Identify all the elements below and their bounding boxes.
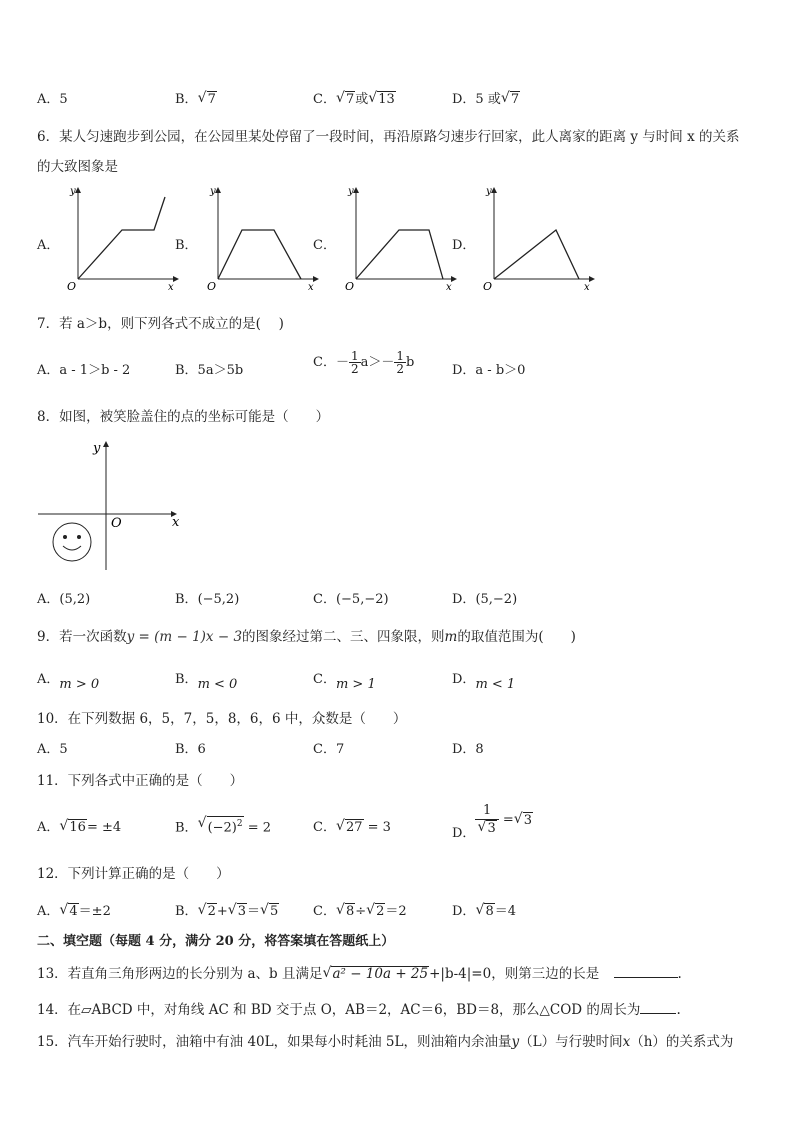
sqrt-icon: √ 7	[197, 90, 216, 107]
q8-stem: 8．如图，被笑脸盖住的点的坐标可能是（ ）	[37, 409, 330, 425]
sqrt-icon: √ 16	[59, 818, 86, 835]
origin-label: O	[345, 280, 355, 293]
q11-option-c[interactable]: C． √ 27 = 3	[313, 818, 391, 835]
sqrt-icon: √ 7	[500, 90, 520, 107]
q8-option-d[interactable]: D．(5,−2)	[452, 592, 518, 607]
q11-option-b[interactable]: B． √ $(-2)^2 = 2$	[175, 815, 272, 836]
y-label: y	[93, 441, 101, 456]
q12-option-c[interactable]: C． √ 8÷ √ 2＝2	[313, 902, 407, 919]
sqrt-icon: √ 5	[260, 902, 279, 919]
q8-option-b[interactable]: B．(−5,2)	[175, 592, 240, 607]
q9-option-d[interactable]: D．m < 1	[452, 672, 516, 692]
smiley-face-icon	[53, 523, 91, 561]
sqrt-icon: √ 8	[335, 902, 355, 919]
origin-label: O	[207, 280, 217, 293]
x-label: x	[446, 282, 452, 293]
q15-stem: 15．汽车开始行驶时，油箱中有油 40L，如果每小时耗油 5L，则油箱内余油量y（L）与行驶时间x（h）的关系式为	[37, 1034, 734, 1050]
q6-graph-d	[474, 182, 599, 294]
q8-coordinate-figure	[36, 436, 186, 574]
q12-option-a[interactable]: A． √ 4＝±2	[37, 902, 111, 919]
q7-stem: 7．若 a＞b，则下列各式不成立的是( )	[37, 316, 284, 332]
q6-option-c[interactable]: C．	[313, 238, 336, 253]
q6-stem-line1: 6．某人匀速跑步到公园，在公园里某处停留了一段时间，再沿原路匀速步行回家，此人离家的距离 y 与时间 x 的关系	[37, 129, 740, 145]
sqrt-icon: √ 2	[366, 902, 385, 919]
q6-graph-c	[336, 182, 461, 294]
fraction: 1 √ 3	[475, 803, 498, 837]
q9-option-c[interactable]: C．m > 1	[313, 672, 376, 692]
section-heading-fill-blank: 二、填空题（每题 4 分，满分 20 分，将答案填在答题纸上）	[37, 934, 395, 949]
q7-option-b[interactable]: B．5a＞5b	[175, 363, 244, 378]
q10-option-c[interactable]: C．7	[313, 742, 345, 757]
q10-stem: 10．在下列数据 6，5，7，5，8，6，6 中，众数是（ ）	[37, 711, 407, 727]
q9-option-b[interactable]: B．m < 0	[175, 672, 238, 692]
sqrt-icon: √ a² − 10a + 25	[322, 965, 429, 982]
q13-stem: 13．若直角三角形两边的长分别为 a、b 且满足 √ a² − 10a + 25+|b-4|=0，则第三边的长是 .	[37, 965, 682, 982]
sqrt-icon: √ 13	[368, 90, 395, 107]
sqrt-icon: √ 2	[197, 902, 216, 919]
y-label: y	[486, 186, 492, 197]
sqrt-icon: √ 3	[227, 902, 247, 919]
q6-option-b[interactable]: B．	[175, 238, 198, 253]
y-label: y	[348, 186, 354, 197]
q6-option-a[interactable]: A．	[37, 238, 60, 253]
graph-line	[218, 230, 301, 279]
q10-option-d[interactable]: D．8	[452, 742, 484, 757]
q12-stem: 12．下列计算正确的是（ ）	[37, 866, 230, 882]
q8-option-a[interactable]: A．(5,2)	[37, 592, 91, 607]
q10-option-b[interactable]: B．6	[175, 742, 206, 757]
x-label: x	[308, 282, 314, 293]
q6-graph-b	[198, 182, 323, 294]
graph-line	[78, 197, 165, 279]
q7-option-c[interactable]: C．－ $\frac{1}{2}$ a＞－ $\frac{1}{2}$ b	[313, 349, 415, 376]
q12-option-d[interactable]: D． √ 8＝4	[452, 902, 516, 919]
fraction: $\frac{1}{2}$	[396, 349, 404, 376]
sqrt-icon: √ 8	[475, 902, 494, 919]
x-label: x	[584, 282, 590, 293]
q9-stem: 9．若一次函数y = (m − 1)x − 3的图象经过第二、三、四象限，则m的取值范围为( )	[37, 629, 576, 645]
q10-option-a[interactable]: A．5	[37, 742, 68, 757]
origin-label: O	[111, 516, 122, 531]
q6-stem-line2: 的大致图象是	[37, 159, 118, 175]
sqrt-icon: √ 7	[335, 90, 355, 107]
fraction: $\frac{1}{2}$	[350, 349, 359, 376]
q7-option-a[interactable]: A．a - 1＞b - 2	[37, 363, 131, 378]
q8-option-c[interactable]: C．(−5,−2)	[313, 592, 389, 607]
q9-option-a[interactable]: A．m > 0	[37, 672, 100, 692]
q5-option-b[interactable]: B． √ 7	[175, 90, 216, 107]
q6-graph-a	[58, 182, 183, 294]
sqrt-icon: √ 4	[59, 902, 78, 919]
q14-stem: 14．在▱ABCD 中，对角线 AC 和 BD 交于点 O，AB＝2，AC＝6，BD＝8，那么△COD 的周长为 .	[37, 1002, 681, 1018]
q6-option-d[interactable]: D．	[452, 238, 476, 253]
q13-answer-blank[interactable]	[614, 977, 678, 978]
y-label: y	[210, 186, 216, 197]
sqrt-icon: √ 3	[513, 810, 533, 828]
sqrt-icon: √ 27	[335, 818, 363, 835]
q14-answer-blank[interactable]	[640, 1013, 676, 1014]
origin-label: O	[67, 280, 77, 293]
origin-label: O	[483, 280, 493, 293]
q11-option-d[interactable]: D． 1 √ 3 = √ 3	[452, 803, 533, 841]
q5-option-c[interactable]: C． √ 7或 √ 13	[313, 90, 395, 107]
q12-option-b[interactable]: B． √ 2+ √ 3＝ √ 5	[175, 902, 279, 919]
y-label: y	[70, 186, 76, 197]
graph-line	[494, 230, 579, 279]
q5-option-d[interactable]: D．5 或 √ 7	[452, 90, 520, 107]
x-label: x	[168, 282, 174, 293]
sqrt-icon: √ $(-2)^2$	[197, 815, 243, 836]
q11-option-a[interactable]: A． √ 16= ±4	[37, 818, 122, 835]
q7-option-d[interactable]: D．a - b＞0	[452, 363, 526, 378]
graph-line	[356, 230, 443, 279]
q11-stem: 11．下列各式中正确的是（ ）	[37, 773, 244, 789]
q5-option-a[interactable]: A．5	[37, 92, 68, 107]
x-label: x	[172, 515, 180, 530]
